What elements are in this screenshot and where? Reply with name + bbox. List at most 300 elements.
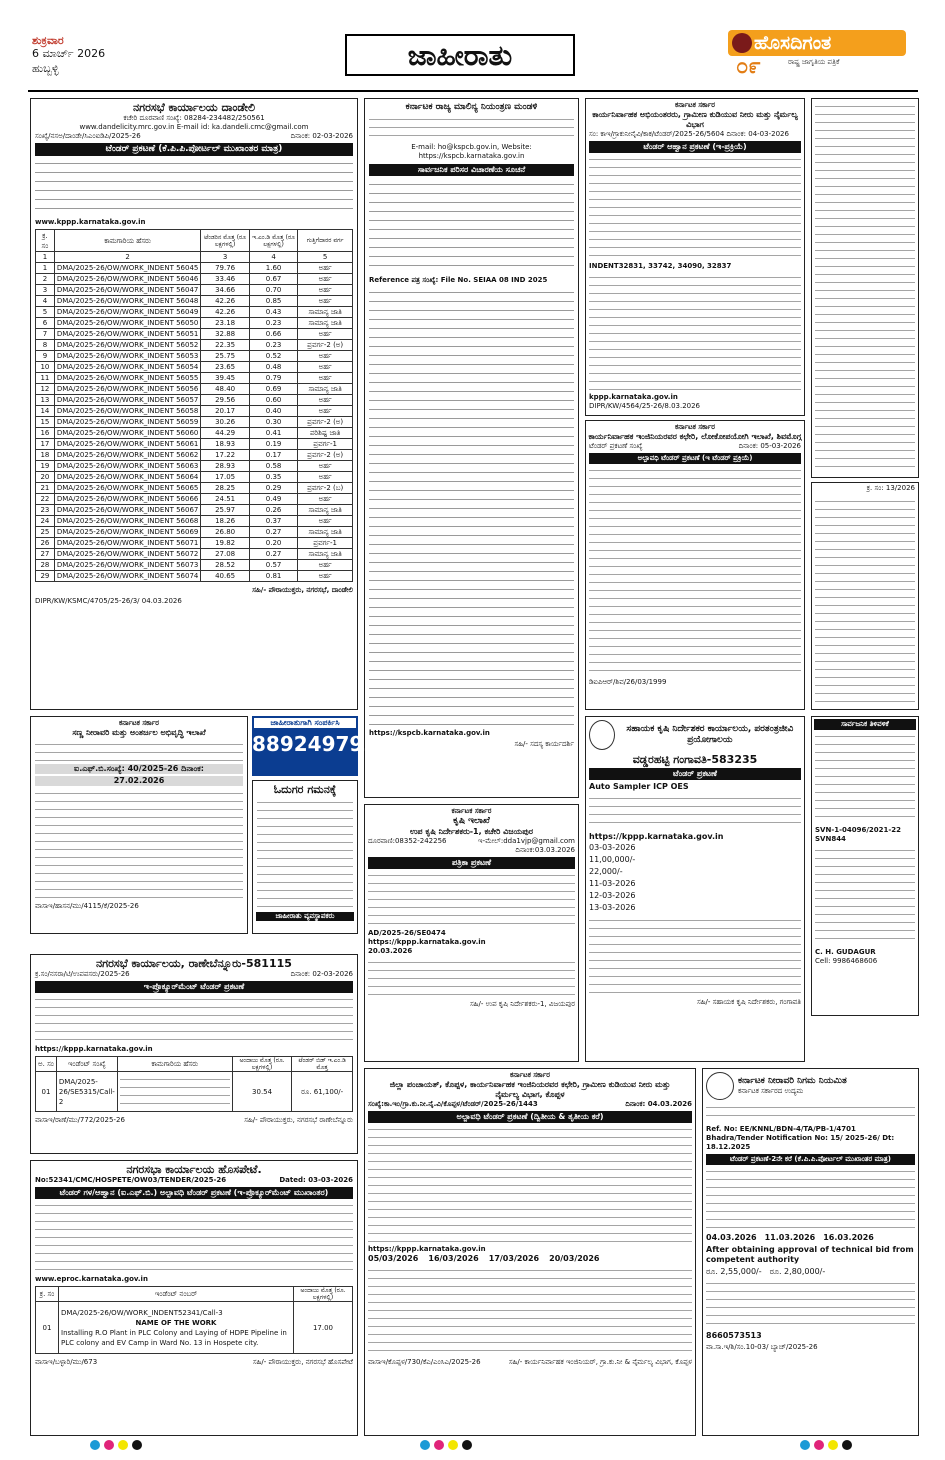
ad-email: E-mail: ho@kspcb.gov.in, Website: https://kspcb.karnataka.gov.in: [411, 143, 532, 160]
work-indent: DMA/2025-26/OW/WORK_INDENT 56059: [54, 417, 200, 428]
date-financial: 20/03/2026: [549, 1254, 600, 1263]
emd-amount: 0.69: [249, 384, 297, 395]
row-number: 13: [36, 395, 55, 406]
col-number: 1: [36, 252, 55, 263]
brand-tagline: ರಾಷ್ಟ್ರ ಜಾಗೃತಿಯ ಪತ್ರಿಕೆ: [788, 58, 840, 66]
advocate-mobile: Cell: 9986468606: [815, 957, 878, 965]
row-number: 25: [36, 527, 55, 538]
emd-amount: 0.35: [249, 472, 297, 483]
work-indent: DMA/2025-26/OW/WORK_INDENT 56048: [54, 296, 200, 307]
table-row: [36, 285, 353, 296]
table-row: [36, 351, 353, 362]
table-row: [36, 450, 353, 461]
table-row: [36, 307, 353, 318]
tender-amount: ರೂ. 2,80,000/-: [769, 1267, 826, 1276]
row-number: 7: [36, 329, 55, 340]
contractor-class: ಪರಿಶಿಷ್ಟ ಜಾತಿ: [298, 428, 353, 439]
notice-body-text: [589, 466, 801, 676]
registration-marks-left: [90, 1440, 142, 1450]
emd-amount: 0.17: [249, 450, 297, 461]
ad-title: ನಗರಸಭೆ ಕಾರ್ಯಾಲಯ ದಾಂಡೇಲಿ: [133, 101, 255, 114]
tender-amount: 32.88: [201, 329, 249, 340]
emd-amount: 0.49: [249, 494, 297, 505]
table-row: [36, 571, 353, 582]
indent-numbers: INDENT32831, 33742, 34090, 32837: [589, 262, 732, 270]
ad-signature: ಸಹಿ/- ಪೌರಾಯುಕ್ತರು, ನಗರಸಭೆ ರಾಣೇಬೆನ್ನೂರು: [244, 1116, 353, 1124]
contractor-class: ಸಾಮಾನ್ಯ ಜಾತಿ: [298, 384, 353, 395]
ad-readers-notice: [252, 780, 358, 934]
tender-amount: 18.26: [201, 516, 249, 527]
address-text: [706, 1103, 915, 1123]
emd-amount: 0.52: [249, 351, 297, 362]
contractor-class: ಅರ್ಹ: [298, 472, 353, 483]
amount: 11,00,000/-: [589, 855, 636, 864]
col-number: 2: [54, 252, 200, 263]
col-header: ಕಾಮಗಾರಿಯ ಹೆಸರು: [117, 1057, 232, 1072]
notice-body-text: [589, 273, 801, 391]
ad-code: DIPR/KW/KSMC/4705/25-26/3/ 04.03.2026: [35, 597, 182, 605]
table-cell: 17.00: [294, 1302, 353, 1354]
ad-title: ಕಾರ್ಯನಿರ್ವಾಹಕ ಇಂಜಿನಿಯರವರ ಕಛೇರಿ, ಲೋಕೋಪಯೋಗಿ ಇಲಾಖೆ, ಶಿವಮೊಗ್ಗ: [588, 432, 802, 441]
table-row: [36, 560, 353, 571]
ad-place: ವಡ್ಡರಹಟ್ಟಿ ಗಂಗಾವತಿ-583235: [632, 753, 758, 766]
work-indent: DMA/2025-26/OW/WORK_INDENT 56051: [54, 329, 200, 340]
ad-signature: ಸಹಿ/- ಉಪ ಕೃಷಿ ನಿರ್ದೇಶಕರು-1, ವಿಜಯಪುರ: [469, 1000, 575, 1008]
notice-band: ಟೆಂಡರ್ ಪ್ರಕಟಣೆ (ಕೆ.ಪಿ.ಪಿ.ಪೋರ್ಟಲ್ ಮುಖಾಂತರ ಮಾತ್ರ): [35, 143, 353, 156]
notice-band: ಅಲ್ಪಾವಧಿ ಟೆಂಡರ್ ಪ್ರಕಟಣೆ (ಇ ಟೆಂಡರ್ ಪ್ರಕ್ರಿಯೆ): [589, 453, 801, 464]
ad-code: ವಾ.ಸಾ.ಇ/ಶಿ/ಸಂ.10-03/ ಬ್ಯಾಚ್/2025-26: [706, 1343, 818, 1351]
contractor-class: ಅರ್ಹ: [298, 494, 353, 505]
notice-band: ಪತ್ರಿಕಾ ಪ್ರಕಟಣೆ: [368, 857, 575, 869]
brand-name: ಹೊಸದಿಗಂತ: [754, 32, 832, 54]
row-number: 19: [36, 461, 55, 472]
address-text: [369, 115, 574, 141]
tender-amount: 44.29: [201, 428, 249, 439]
table-row: [36, 1302, 353, 1354]
work-indent: DMA/2025-26/OW/WORK_INDENT 56045: [54, 263, 200, 274]
ad-signature: ಸಹಿ/- ಪೌರಾಯುಕ್ತರು, ನಗರಸಭೆ ಹೊಸಪೇಟೆ: [252, 1358, 353, 1366]
emd-amount: 0.23: [249, 340, 297, 351]
work-indent: DMA/2025-26/OW/WORK_INDENT 56065: [54, 483, 200, 494]
ad-ref: ಕ್ರ.ಸಂ/ನಸರಾ/ಟಿ/ಉಪಪಸರು/2025-26: [35, 970, 130, 978]
ad-code: ಡಿಐಪಿಆರ್/ಶಿವ/26/03/1999: [589, 678, 667, 686]
tender-amount: 28.25: [201, 483, 249, 494]
day-label: ಶುಕ್ರವಾರ: [32, 34, 64, 47]
page-number: ೦೯: [736, 54, 761, 79]
registration-marks-right: [800, 1440, 852, 1450]
seal-icon: [589, 720, 615, 750]
ad-ref: ಸಂ: ಕಾಇ/ಗ್ರಾಕುನೀನೈವಿ/ಕಾಕ/ಟೆಂಡರ್/2025-26/5604 ದಿನಾಂಕ: 04-03-2026: [589, 130, 789, 138]
row-number: 20: [36, 472, 55, 483]
ad-code: ವಾಸಾಇ/ಹಾಸನ/ಮು/4115/ಕೆ/2025-26: [35, 902, 139, 910]
notice-body-text: [589, 794, 801, 830]
table-row: [36, 406, 353, 417]
notice-body-text: [35, 1201, 353, 1273]
date-submit: 11-03-2026: [589, 879, 636, 888]
work-description: Installing R.O Plant in PLC Colony and Laying of HDPE Pipeline in PLC colony and EV Camp in Ward No. 13 in Hospete city.: [61, 1328, 287, 1347]
date-label: 6 ಮಾರ್ಚ್ 2026: [32, 47, 106, 60]
table-row: [36, 373, 353, 384]
work-indent: DMA/2025-26/OW/WORK_INDENT 56053: [54, 351, 200, 362]
row-number: 1: [36, 263, 55, 274]
notice-body-text: [368, 871, 575, 927]
ad-ref: Ref. No: EE/KNNL/BDN-4/TA/PB-1/4701 Bhadra/Tender Notification No: 15/ 2025-26/ Dt: 18.12.2025: [706, 1125, 895, 1151]
emd-amount: 0.19: [249, 439, 297, 450]
emd-amount: 0.41: [249, 428, 297, 439]
notice-body-text: [589, 916, 801, 996]
row-number: 9: [36, 351, 55, 362]
city-label: ಹುಬ್ಬಳ್ಳಿ: [32, 62, 59, 75]
tender-amount: 19.82: [201, 538, 249, 549]
tender-amount: 42.26: [201, 296, 249, 307]
advocate-name: C. H. GUDAGUR: [815, 948, 876, 956]
table-row: [36, 296, 353, 307]
ad-title: ಕರ್ನಾಟಕ ರಾಜ್ಯ ಮಾಲಿನ್ಯ ನಿಯಂತ್ರಣ ಮಂಡಳಿ: [405, 102, 538, 112]
ad-date: ದಿನಾಂಕ: 05-03-2026: [738, 442, 801, 450]
ad-code: DIPR/KW/4564/25-26/8.03.2026: [589, 402, 701, 410]
notice-band: ಟೆಂಡರ್ ಆಹ್ವಾನ ಪ್ರಕಟಣೆ (ಇ-ಪ್ರಕ್ರಿಯೆ): [589, 141, 801, 153]
emd-amount: 1.60: [249, 263, 297, 274]
ad-gov: ಕರ್ನಾಟಕ ಸರ್ಕಾರ: [675, 423, 715, 431]
ad-legal-mid: [811, 482, 919, 710]
date-end: 16/03/2026: [428, 1254, 479, 1263]
work-heading: NAME OF THE WORK: [135, 1318, 217, 1327]
work-indent: DMA/2025-26/OW/WORK_INDENT 56060: [54, 428, 200, 439]
emd-amount: 0.23: [249, 318, 297, 329]
ad-ref: Reference ಪತ್ರ ಸಂಖ್ಯೆ: File No. SEIAA 08 IND 2025: [369, 276, 548, 284]
notice-body-text: [589, 155, 801, 260]
work-indent: DMA/2025-26/OW/WORK_INDENT 56055: [54, 373, 200, 384]
registration-marks-center: [420, 1440, 472, 1450]
ad-vijayapura: [364, 804, 579, 1062]
ad-subtitle: ಉಪ ಕೃಷಿ ನಿರ್ದೇಶಕರು-1, ಕಚೇರಿ ವಿಜಯಪುರ: [410, 827, 533, 836]
col-header: ಟೆಂಡರ್ ಬಿಡ್ ಇ.ಎಂ.ಡಿ ಮೊತ್ತ: [292, 1057, 353, 1072]
work-indent: DMA/2025-26/OW/WORK_INDENT 56061: [54, 439, 200, 450]
table-row: [36, 483, 353, 494]
ad-title: ಕೃಷಿ ಇಲಾಖೆ: [453, 816, 490, 826]
col-header: ಇ.ಎಂ.ಡಿ ಮೊತ್ತ (ರೂ ಲಕ್ಷಗಳಲ್ಲಿ): [249, 230, 297, 252]
notice-body-text: [815, 846, 915, 946]
ad-code: ವಾಸಾಇ/ರಾಣೆ/ಮು/772/2025-26: [35, 1116, 125, 1124]
ad-signature: ಸಹಿ/- ಪೌರಾಯುಕ್ತರು, ನಗರಸಭೆ, ದಾಂಡೇಲಿ: [252, 586, 353, 594]
portal-link: kppp.karnataka.gov.in: [589, 393, 678, 401]
ad-rdwd: [585, 98, 805, 416]
readers-footer: ಜಾಹೀರಾತು ವ್ಯವಸ್ಥಾಪಕರು: [256, 912, 354, 921]
table-row: [36, 329, 353, 340]
notice-body-text: [35, 789, 243, 899]
emd-amount: 0.57: [249, 560, 297, 571]
date-technical: 17/03/2026: [488, 1254, 540, 1263]
ad-gov: ಕರ್ನಾಟಕ ಸರ್ಕಾರ: [119, 719, 159, 727]
ad-title: ಸಹಾಯಕ ಕೃಷಿ ನಿರ್ದೇಶಕರ ಕಾರ್ಯಾಲಯ, ಪರತಂತ್ರಜೀವಿ ಪ್ರಯೋಗಾಲಯ: [626, 724, 794, 745]
portal-link: https://kppp.karnataka.gov.in: [368, 938, 486, 946]
table-row: [36, 428, 353, 439]
ad-signature: ಸಹಿ/- ಕಾರ್ಯನಿರ್ವಾಹಕ ಇಂಜಿನಿಯರ್, ಗ್ರಾ.ಕು.ನೀ & ನೈರ್ಮಲ್ಯ ವಿಭಾಗ, ಕೊಪ್ಪಳ: [508, 1358, 692, 1366]
work-indent: DMA/2025-26/OW/WORK_INDENT 56063: [54, 461, 200, 472]
tender-amount: 27.08: [201, 549, 249, 560]
table-row: [36, 461, 353, 472]
row-number: 14: [36, 406, 55, 417]
col-header: ಇಂಡೆಂಟ್ ಸಂಖ್ಯೆ: [56, 1057, 117, 1072]
ad-ref: ಸಂಖ್ಯೆ/ನಸಅ/ದಾಂಡೇ/ಸಿಎಂಐಡಿಪಿ/2025-26: [35, 132, 141, 140]
tender-amount: 48.40: [201, 384, 249, 395]
contractor-class: ಪ್ರವರ್ಗ-2 (ಅ): [298, 417, 353, 428]
col-header: ಇಂಡೆಂಟ್ ನಂಬರ್: [59, 1287, 294, 1302]
contractor-class: ಪ್ರವರ್ಗ-2 (ಬ): [298, 483, 353, 494]
ad-gov: ಕರ್ನಾಟಕ ಸರ್ಕಾರ: [510, 1071, 550, 1079]
tender-amount: 33.46: [201, 274, 249, 285]
date-financial: 13-03-2026: [589, 903, 636, 912]
work-indent: DMA/2025-26/OW/WORK_INDENT 56050: [54, 318, 200, 329]
ad-email: ಇ-ಮೇಲ್:dda1vjp@gmail.com: [478, 837, 575, 845]
row-number: 4: [36, 296, 55, 307]
tender-amount: 34.66: [201, 285, 249, 296]
table-number-row: [36, 252, 353, 263]
row-number: 24: [36, 516, 55, 527]
emd-amount: 0.30: [249, 417, 297, 428]
work-indent: DMA/2025-26/OW/WORK_INDENT 56068: [54, 516, 200, 527]
row-number: 6: [36, 318, 55, 329]
table-header-row: [36, 230, 353, 252]
row-number: 23: [36, 505, 55, 516]
contractor-class: ಅರ್ಹ: [298, 406, 353, 417]
table-cell: ರೂ. 61,100/-: [292, 1072, 353, 1112]
notice-body-text: [815, 497, 915, 707]
notice-band: ಟೆಂಡರ್ ಪ್ರಕಟಣೆ-2ನೇ ಕರೆ (ಕೆ.ಪಿ.ಪಿ.ಪೋರ್ಟಲ್ ಮುಖಾಂತರ ಮಾತ್ರ): [706, 1154, 915, 1165]
ad-code: ವಾಸಾಇ/ಕೊಪ್ಪಳ/730/ಕೆಎ/ಎಂಸಿಎ/2025-26: [368, 1358, 481, 1366]
approval-text: After obtaining approval of technical bid from competent authority: [706, 1245, 914, 1264]
table-row: [36, 472, 353, 483]
contractor-class: ಅರ್ಹ: [298, 351, 353, 362]
work-indent: DMA/2025-26/OW/WORK_INDENT 56067: [54, 505, 200, 516]
contractor-class: ಪ್ರವರ್ಗ-1: [298, 439, 353, 450]
tender-amount: 24.51: [201, 494, 249, 505]
ad-helpline: [252, 716, 392, 776]
date-end: 11.03.2026: [764, 1233, 816, 1242]
col-header: ಅಂದಾಜು ಮೊತ್ತ (ರೂ. ಲಕ್ಷಗಳಲ್ಲಿ): [294, 1287, 353, 1302]
row-number: 27: [36, 549, 55, 560]
tender-amount: 23.18: [201, 318, 249, 329]
contractor-class: ಪ್ರವರ್ಗ-2 (ಅ): [298, 450, 353, 461]
notice-band: ಟೆಂಡರ್ ಪ್ರಕಟಣೆ: [589, 768, 801, 780]
table-row: [36, 494, 353, 505]
page-header: [0, 0, 945, 96]
work-indent: DMA/2025-26/OW/WORK_INDENT 56074: [54, 571, 200, 582]
website-link: https://kspcb.karnataka.gov.in: [369, 729, 490, 737]
ad-koppal: [364, 1068, 696, 1436]
emd-amount: 0.37: [249, 516, 297, 527]
notice-body-text: [815, 102, 915, 472]
emd-amount: 0.70: [249, 285, 297, 296]
notice-body-text: [257, 798, 353, 910]
tender-amount: 25.75: [201, 351, 249, 362]
work-indent: DMA/2025-26/OW/WORK_INDENT 56064: [54, 472, 200, 483]
ad-title: ಕರ್ನಾಟಕ ನೀರಾವರಿ ನಿಗಮ ನಿಯಮಿತ: [738, 1076, 847, 1086]
work-indent: DMA/2025-26/OW/WORK_INDENT 56069: [54, 527, 200, 538]
tender-amount: 40.65: [201, 571, 249, 582]
helpline-label: ಜಾಹೀರಾತುಗಾಗಿ ಸಂಪರ್ಕಿಸಿ: [254, 718, 356, 728]
table-cell: 01: [36, 1302, 59, 1354]
ad-pollution-board: [364, 98, 579, 798]
tender-amount: 18.93: [201, 439, 249, 450]
ad-deadline: 20.03.2026: [368, 947, 413, 955]
work-indent: DMA/2025-26/OW/WORK_INDENT 56062: [54, 450, 200, 461]
contractor-class: ಅರ್ಹ: [298, 329, 353, 340]
ad-ref: No:52341/CMC/HOSPETE/OW03/TENDER/2025-26: [35, 1176, 227, 1184]
date-start: 04.03.2026: [706, 1233, 757, 1242]
tender-amount: 29.56: [201, 395, 249, 406]
contractor-class: ಅರ್ಹ: [298, 296, 353, 307]
col-number: 3: [201, 252, 249, 263]
emd-amount: ರೂ. 2,55,000/-: [706, 1267, 762, 1276]
emd-amount: 0.26: [249, 505, 297, 516]
table-header-row: [36, 1057, 353, 1072]
portal-link: www.kppp.karnataka.gov.in: [35, 218, 146, 226]
emd-amount: 0.29: [249, 483, 297, 494]
ad-gov: ಕರ್ನಾಟಕ ಸರ್ಕಾರ: [675, 101, 715, 109]
row-number: 26: [36, 538, 55, 549]
table-row: [36, 384, 353, 395]
ad-date: ದಿನಾಂಕ: 04.03.2026: [625, 1100, 692, 1108]
address-text: [35, 740, 243, 762]
ad-number: AD/2025-26/SE0474: [368, 929, 446, 937]
table-row: [36, 274, 353, 285]
ad-signature: ಸಹಿ/- ಸಹಾಯಕ ಕೃಷಿ ನಿರ್ದೇಶಕರು, ಗಂಗಾವತಿ: [697, 998, 801, 1006]
contractor-class: ಸಾಮಾನ್ಯ ಜಾತಿ: [298, 307, 353, 318]
col-header: ಅಂದಾಜು ಮೊತ್ತ (ರೂ. ಲಕ್ಷಗಳಲ್ಲಿ): [232, 1057, 292, 1072]
table-row: [36, 417, 353, 428]
col-header: ಗುತ್ತಿಗೆದಾರರ ವರ್ಗ: [298, 230, 353, 252]
ad-email: www.dandelicity.mrc.gov.in E-mail id: ka.dandeli.cmc@gmail.com: [79, 123, 309, 131]
ad-title: ಜಿಲ್ಲಾ ಪಂಚಾಯತ್, ಕೊಪ್ಪಳ, ಕಾರ್ಯನಿರ್ವಾಹಕ ಇಂಜಿನಿಯರವರ ಕಛೇರಿ, ಗ್ರಾಮೀಣ ಕುಡಿಯುವ ನೀರು ಮತ್ತು ನೈರ್ಮಲ್ಯ ವಿಭಾಗ, ಕೊಪ್ಪಳ: [389, 1080, 671, 1099]
tender-table: [35, 229, 353, 582]
row-number: 15: [36, 417, 55, 428]
contact-phone: 8660573513: [706, 1331, 762, 1340]
work-indent: DMA/2025-26/OW/WORK_INDENT 56046: [54, 274, 200, 285]
tender-amount: 22.35: [201, 340, 249, 351]
contractor-class: ಅರ್ಹ: [298, 373, 353, 384]
tender-amount: 23.65: [201, 362, 249, 373]
ad-date: ದಿನಾಂಕ: 02-03-2026: [290, 970, 353, 978]
ad-ref: ಸಂಖ್ಯೆ:ಕಾ.ಇಂ/ಗ್ರಾ.ಕು.ನೀ.ನೈ.ವಿ/ಕೊಪ್ಪಳ/ಟೆಂಡರ್/2025-26/1443: [368, 1100, 538, 1108]
row-number: 5: [36, 307, 55, 318]
ad-ref: ಟೆಂಡರ್ ಪ್ರಕಟಣೆ ಸಂಖ್ಯೆ: [589, 442, 643, 450]
table-row: [36, 263, 353, 274]
row-number: 3: [36, 285, 55, 296]
contractor-class: ಅರ್ಹ: [298, 285, 353, 296]
ad-gov: ಕರ್ನಾಟಕ ಸರ್ಕಾರ: [451, 807, 492, 815]
work-indent: DMA/2025-26/OW/WORK_INDENT 56057: [54, 395, 200, 406]
row-number: 18: [36, 450, 55, 461]
work-indent: DMA/2025-26/OW/WORK_INDENT 56066: [54, 494, 200, 505]
work-indent: DMA/2025-26/OW/WORK_INDENT 56058: [54, 406, 200, 417]
row-number: 10: [36, 362, 55, 373]
row-number: 12: [36, 384, 55, 395]
ad-hassan: [30, 716, 248, 934]
row-number: 2: [36, 274, 55, 285]
table-row: [36, 549, 353, 560]
svn-ref: SVN844: [815, 835, 846, 843]
section-title: ಜಾಹೀರಾತು: [345, 34, 575, 76]
knnl-logo-icon: [706, 1072, 734, 1100]
table-cell: DMA/2025-26/SE5315/Call-2: [56, 1072, 117, 1112]
portal-link: https://kppp.karnataka.gov.in: [589, 832, 724, 841]
ad-knnl: [702, 1068, 919, 1436]
row-number: 17: [36, 439, 55, 450]
tender-amount: 42.26: [201, 307, 249, 318]
ad-dandeli: [30, 98, 358, 710]
emd-amount: 0.48: [249, 362, 297, 373]
table-row: [36, 1072, 353, 1112]
ad-contact: ಕಚೇರಿ ದೂರವಾಣಿ ಸಂಖ್ಯೆ: 08284-234482/250561: [123, 114, 265, 122]
tender-amount: 28.93: [201, 461, 249, 472]
ad-ref: ಐ.ಎಫ್.ಬಿ.ಸಂಖ್ಯೆ: 40/2025-26 ದಿನಾಂಕ:: [35, 764, 243, 774]
emd-amount: 0.27: [249, 527, 297, 538]
emd-amount: 0.85: [249, 296, 297, 307]
dateline: [32, 34, 105, 75]
row-number: 16: [36, 428, 55, 439]
notice-band: ಇ-ಪ್ರೊಕ್ಯೂರ್‌ಮೆಂಟ್ ಟೆಂಡರ್ ಪ್ರಕಟಣೆ: [35, 981, 353, 993]
ad-ranebennur: [30, 954, 358, 1154]
work-indent: DMA/2025-26/OW/WORK_INDENT 56071: [54, 538, 200, 549]
tender-amount: 39.45: [201, 373, 249, 384]
col-header: ಟೆಂಡರಿನ ಮೊತ್ತ (ರೂ ಲಕ್ಷಗಳಲ್ಲಿ): [201, 230, 249, 252]
notice-body-text: [815, 732, 915, 824]
svn-ref: SVN-1-04096/2021-22: [815, 826, 902, 834]
notice-body-text: [706, 1167, 915, 1231]
notice-body-text: [368, 1125, 692, 1243]
tender-amount: 79.76: [201, 263, 249, 274]
tender-table: [35, 1286, 353, 1354]
ad-legal-top: [811, 98, 919, 478]
contractor-class: ಅರ್ಹ: [298, 571, 353, 582]
date-open: 16.03.2026: [823, 1233, 874, 1242]
emd-amount: 0.20: [249, 538, 297, 549]
tender-table: [35, 1056, 353, 1112]
indent-number: DMA/2025-26/OW/WORK_INDENT52341/Call-3: [61, 1308, 223, 1317]
contractor-class: ಅರ್ಹ: [298, 263, 353, 274]
contractor-class: ಪ್ರವರ್ಗ-1: [298, 538, 353, 549]
emd-amount: 0.66: [249, 329, 297, 340]
col-header: ಕಾಮಗಾರಿಯ ಹೆಸರು: [54, 230, 200, 252]
contractor-class: ಅರ್ಹ: [298, 362, 353, 373]
ad-code: ವಾಸಾಇ/ಬಳ್ಳಾರಿ/ಮು/673: [35, 1358, 98, 1366]
tender-amount: 30.26: [201, 417, 249, 428]
emd-amount: 0.27: [249, 549, 297, 560]
notice-body-text: [369, 179, 574, 274]
tender-amount: 28.52: [201, 560, 249, 571]
logo-emblem-icon: [732, 33, 752, 53]
date-publish: 03-03-2026: [589, 843, 636, 852]
tender-amount: 17.22: [201, 450, 249, 461]
table-row: [36, 505, 353, 516]
ad-phone: ದೂರವಾಣಿ:08352-242256: [368, 837, 447, 845]
notice-band: ಅಲ್ಪಾವಧಿ ಟೆಂಡರ್ ಪ್ರಕಟಣೆ (ದ್ವಿತೀಯ & ತೃತೀಯ ಕರೆ): [368, 1111, 692, 1123]
table-row: [36, 538, 353, 549]
contractor-class: ಅರ್ಹ: [298, 461, 353, 472]
table-row: [36, 340, 353, 351]
contractor-class: ಅರ್ಹ: [298, 516, 353, 527]
portal-link: www.eproc.karnataka.gov.in: [35, 1275, 148, 1283]
emd-amount: 22,000/-: [589, 867, 623, 876]
header-rule: [28, 90, 918, 92]
notice-body-text: [368, 1266, 692, 1356]
row-number: 29: [36, 571, 55, 582]
table-row: [36, 318, 353, 329]
ad-title: ನಗರಸಭಾ ಕಾರ್ಯಾಲಯ ಹೊಸಪೇಟೆ.: [126, 1163, 262, 1176]
emd-amount: 0.79: [249, 373, 297, 384]
emd-amount: 0.67: [249, 274, 297, 285]
